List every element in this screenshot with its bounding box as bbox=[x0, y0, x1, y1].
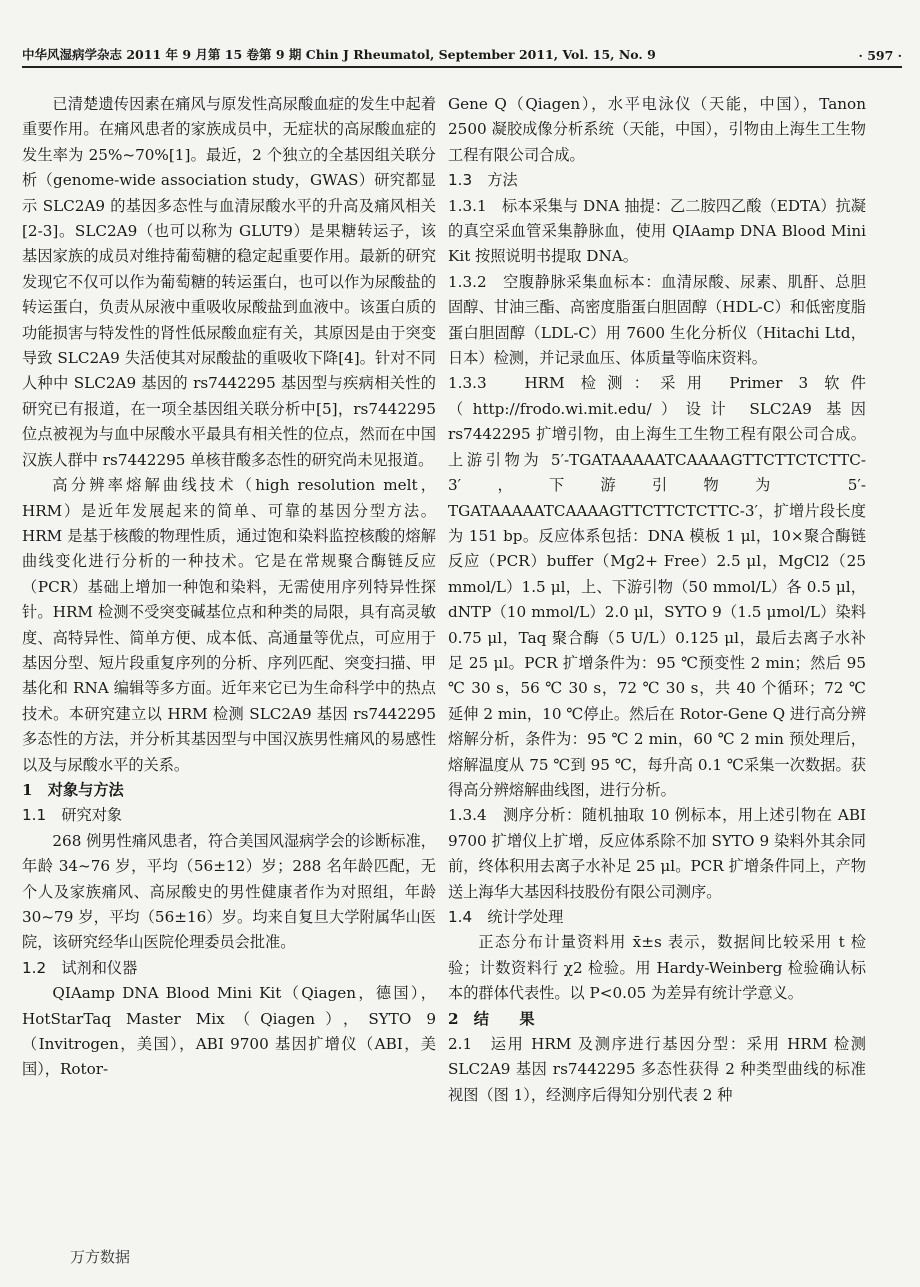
running-header bbox=[22, 42, 902, 68]
right-column bbox=[448, 92, 866, 1108]
paragraph: 1.3.1 标本采集与 DNA 抽提：乙二胺四乙酸（EDTA）抗凝的真空采血管采集静脉血，使用 QIAamp DNA Blood Mini Kit 按照说明书提取 DNA。 bbox=[448, 196, 866, 266]
journal-citation: 中华风湿病学杂志 2011 年 9 月第 15 卷第 9 期 Chin J Rheumatol, September 2011, Vol. 15, No. 9 bbox=[22, 47, 656, 62]
page-number: · 597 · bbox=[858, 48, 902, 63]
paragraph: 1.3.3 HRM 检测：采用 Primer 3 软件（http://frodo.wi.mit.edu/）设计 SLC2A9 基因 rs7442295 扩增引物，由上海生工生物工程有限公司合成。上游引物为 5′-TGATAAAAATCAAAAGTTCTTCTCTTC-3′，下游引物为 5′-TGATAAAAATCAAAAGTTCTTCTCTTC-3′，扩增片段长度为 151 bp。反应体系包括：DNA 模板 1 μl，10×聚合酶链反应（PCR）buffer（Mg2+ Free）2.5 μl，MgCl2（25 mmol/L）1.5 μl，上、下游引物（50 mmol/L）各 0.5 μl，dNTP（10 mmol/L）2.0 μl，SYTO 9（1.5 μmol/L）染料 0.75 μl，Taq 聚合酶（5 U/L）0.125 μl，最后去离子水补足 25 μl。PCR 扩增条件为：95 ℃预变性 2 min；然后 95 ℃ 30 s，56 ℃ 30 s，72 ℃ 30 s，共 40 个循环；72 ℃ 延伸 2 min，10 ℃停止。然后在 Rotor-Gene Q 进行高分辨熔解分析，条件为：95 ℃ 2 min，60 ℃ 2 min 预处理后，熔解温度从 75 ℃到 95 ℃，每升高 0.1 ℃采集一次数据。获得高分辨熔解曲线图，进行分析。 bbox=[448, 374, 866, 799]
subsection-heading: 1.4 统计学处理 bbox=[448, 908, 564, 926]
subsection-heading: 1.3 方法 bbox=[448, 171, 518, 190]
paragraph: Gene Q（Qiagen），水平电泳仪（天能，中国），Tanon 2500 凝胶成像分析系统（天能，中国），引物由上海生工生物工程有限公司合成。 bbox=[448, 95, 866, 164]
section-heading: 1 对象与方法 bbox=[22, 780, 124, 799]
subsection-heading: 1.2 试剂和仪器 bbox=[22, 958, 138, 977]
paragraph: 1.3.4 测序分析：随机抽取 10 例标本，用上述引物在 ABI 9700 扩增仪上扩增，反应体系除不加 SYTO 9 染料外其余同前，终体积用去离子水补足 25 μl。PCR 扩增条件同上，产物送上海华大基因科技股份有限公司测序。 bbox=[448, 806, 866, 901]
paragraph: 268 例男性痛风患者，符合美国风湿病学会的诊断标准，年龄 34~76 岁，平均（56±12）岁；288 名年龄匹配，无个人及家族痛风、高尿酸史的男性健康者作为对照组，年龄 30~79 岁，平均（56±16）岁。均来自复旦大学附属华山医院，该研究经华山医院伦理委员会批准。 bbox=[22, 831, 436, 952]
footer-watermark: 万方数据 bbox=[70, 1248, 131, 1266]
left-column bbox=[22, 92, 436, 1083]
subsection-heading: 1.1 研究对象 bbox=[22, 806, 123, 825]
paragraph: 2.1 运用 HRM 及测序进行基因分型：采用 HRM 检测 SLC2A9 基因 rs7442295 多态性获得 2 种类型曲线的标准视图（图 1），经测序后得知分别代表 2 种 bbox=[448, 1035, 866, 1104]
paragraph: QIAamp DNA Blood Mini Kit（Qiagen，德国），HotStarTaq Master Mix（Qiagen），SYTO 9（Invitrogen，美国），ABI 9700 基因扩增仪（ABI，美国），Rotor- bbox=[22, 984, 436, 1079]
paragraph: 1.3.2 空腹静脉采集血标本：血清尿酸、尿素、肌酐、总胆固醇、甘油三酯、高密度脂蛋白胆固醇（HDL-C）和低密度脂蛋白胆固醇（LDL-C）用 7600 生化分析仪（Hitachi Ltd，日本）检测，并记录血压、体质量等临床资料。 bbox=[448, 272, 866, 368]
paragraph: 正态分布计量资料用 x̄±s 表示，数据间比较采用 t 检验；计数资料行 χ2 检验。用 Hardy-Weinberg 检验确认标本的群体代表性。以 P<0.05 为差异有统计学意义。 bbox=[448, 933, 866, 1003]
section-heading: 2 结 果 bbox=[448, 1009, 535, 1028]
paragraph: 已清楚遗传因素在痛风与原发性高尿酸血症的发生中起着重要作用。在痛风患者的家族成员中，无症状的高尿酸血症的发生率为 25%~70%[1]。最近，2 个独立的全基因组关联分析（genome-wide association study，GWAS）研究都显示 SLC2A9 的基因多态性与血清尿酸水平的升高及痛风相关[2-3]。SLC2A9（也可以称为 GLUT9）是果糖转运子，该基因家族的成员对维持葡萄糖的稳定起重要作用。最新的研究发现它不仅可以作为葡萄糖的转运蛋白，也可以作为尿酸盐的转运蛋白，负责从尿液中重吸收尿酸盐到血液中。该蛋白质的功能损害与特发性的肾性低尿酸血症有关，其原因是由于突变导致 SLC2A9 失活使其对尿酸盐的重吸收下降[4]。针对不同人种中 SLC2A9 基因的 rs7442295 基因型与疾病相关性的研究已有报道，在一项全基因组关联分析中[5]，rs7442295 位点被视为与血中尿酸水平最具有相关性的位点，然而在中国汉族人群中 rs7442295 单核苷酸多态性的研究尚未见报道。 bbox=[22, 95, 436, 469]
paragraph: 高分辨率熔解曲线技术（high resolution melt，HRM）是近年发展起来的简单、可靠的基因分型方法。HRM 是基于核酸的物理性质，通过饱和染料监控核酸的熔解曲线变化进行分析的一种技术。它是在常规聚合酶链反应（PCR）基础上增加一种饱和染料，无需使用序列特异性探针。HRM 检测不受突变碱基位点和种类的局限，具有高灵敏度、高特异性、简单方便、成本低、高通量等优点，可应用于基因分型、短片段重复序列的分析、序列匹配、突变扫描、甲基化和 RNA 编辑等多方面。近年来它已为生命科学中的热点技术。本研究建立以 HRM 检测 SLC2A9 基因 rs7442295 多态性的方法，并分析其基因型与中国汉族男性痛风的易感性以及与尿酸水平的关系。 bbox=[22, 476, 436, 774]
